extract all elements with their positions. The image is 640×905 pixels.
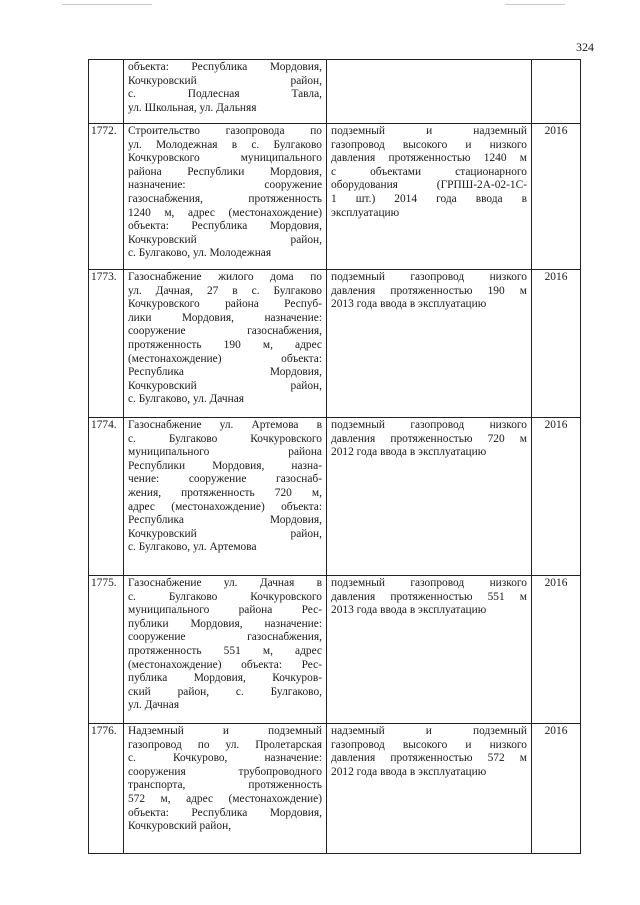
- description-line: 2013 года ввода в эксплуатацию: [331, 298, 487, 311]
- object-cell: [124, 60, 327, 124]
- description-cell: [327, 270, 532, 418]
- table-row: [89, 124, 581, 270]
- registry-table: [88, 59, 581, 854]
- description-line: 1 шт.) 2014 года ввода в: [331, 192, 527, 205]
- object-line: Кочкуровский район,: [128, 820, 232, 833]
- description-cell: [327, 60, 532, 124]
- description-line: давления протяженностью 190 м: [331, 284, 527, 297]
- object-line: газопровод по ул. Пролетарская: [128, 738, 322, 751]
- object-line: транспорта, протяженность: [128, 779, 322, 792]
- object-line: 1240 м, адрес (местонахождение): [128, 206, 322, 219]
- object-cell: [124, 576, 327, 724]
- object-line: Кочкуровского муниципального: [128, 152, 322, 165]
- object-line: адрес (местонахождение) объекта:: [128, 500, 322, 513]
- table-row: [89, 724, 581, 854]
- description-line: давления протяженностью 1240 м: [331, 152, 527, 165]
- object-line: протяженность 551 м, адрес: [128, 644, 322, 657]
- table-row: [89, 60, 581, 124]
- object-line: публика Мордовия, Кочкуров-: [128, 672, 322, 685]
- row-number: 1772.: [89, 124, 124, 270]
- description-cell: [327, 576, 532, 724]
- object-line: сооружение газоснабжения,: [128, 631, 322, 644]
- object-cell: [124, 270, 327, 418]
- description-line: подземный газопровод низкого: [331, 271, 527, 283]
- object-line: объекта: Республика Мордовия,: [128, 220, 322, 233]
- object-line: Строительство газопровода по: [128, 125, 322, 137]
- description-cell: [327, 724, 532, 854]
- description-line: давления протяженностью 572 м: [331, 752, 527, 765]
- year-cell: 2016: [532, 270, 581, 418]
- object-line: Газоснабжение ул. Артемова в: [128, 419, 322, 431]
- object-line: газоснабжения, протяженность: [128, 192, 322, 205]
- object-line: муниципального района: [128, 446, 322, 459]
- object-line: Кочкуровский район,: [128, 527, 322, 540]
- description-line: 2013 года ввода в эксплуатацию: [331, 604, 487, 617]
- object-line: Кочкуровского района Респуб-: [128, 298, 322, 311]
- object-line: (местонахождение) объекта:: [128, 352, 322, 365]
- registry-table-body: [89, 60, 581, 854]
- table-row: [89, 576, 581, 724]
- page-number: 324: [576, 40, 594, 54]
- description-line: давления протяженностью 551 м: [331, 590, 527, 603]
- object-line: с. Булгаково Кочкуровского: [128, 590, 322, 603]
- year-cell: 2016: [532, 124, 581, 270]
- object-line: Кочкуровский район,: [128, 233, 322, 246]
- object-line: 572 м, адрес (местонахождение): [128, 792, 322, 805]
- object-line: с. Булгаково Кочкуровского: [128, 432, 322, 445]
- object-cell: [124, 124, 327, 270]
- table-row: [89, 270, 581, 418]
- object-cell: [124, 724, 327, 854]
- object-line: Газоснабжение жилого дома по: [128, 271, 322, 283]
- object-line: объекта: Республика Мордовия,: [128, 806, 322, 819]
- year-cell: 2016: [532, 724, 581, 854]
- object-line: сооружения трубопроводного: [128, 765, 322, 778]
- object-line: Газоснабжение ул. Дачная в: [128, 577, 322, 589]
- object-cell: [124, 418, 327, 576]
- description-cell: [327, 124, 532, 270]
- object-line: с. Булгаково, ул. Дачная: [128, 393, 245, 406]
- scan-artifact: [62, 4, 152, 5]
- description-line: подземный газопровод низкого: [331, 419, 527, 431]
- row-number: [89, 60, 124, 124]
- object-line: ул. Дачная: [128, 699, 180, 712]
- row-number: 1775.: [89, 576, 124, 724]
- object-line: лики Мордовия, назначение:: [128, 311, 322, 324]
- object-line: района Республики Мордовия,: [128, 165, 322, 178]
- description-line: давления протяженностью 720 м: [331, 432, 527, 445]
- object-line: сооружение газоснабжения,: [128, 325, 322, 338]
- row-number: 1776.: [89, 724, 124, 854]
- object-line: Республика Мордовия,: [128, 366, 322, 379]
- object-line: ул. Молодежная в с. Булгаково: [128, 138, 322, 151]
- object-line: с. Подлесная Тавла,: [128, 88, 322, 101]
- description-cell: [327, 418, 532, 576]
- description-line: подземный и надземный: [331, 125, 527, 137]
- object-line: Республика Мордовия,: [128, 514, 322, 527]
- object-line: жения, протяженность 720 м,: [128, 486, 322, 499]
- description-line: оборудования (ГРПШ-2А-02-1С-: [331, 179, 527, 192]
- object-line: муниципального района Рес-: [128, 604, 322, 617]
- object-line: назначение: сооружение: [128, 179, 322, 192]
- object-line: Кочкуровский район,: [128, 379, 322, 392]
- row-number: 1774.: [89, 418, 124, 576]
- description-line: надземный и подземный: [331, 725, 527, 737]
- object-line: с. Булгаково, ул. Артемова: [128, 541, 257, 554]
- object-line: с. Кочкурово, назначение:: [128, 752, 322, 765]
- description-line: подземный газопровод низкого: [331, 577, 527, 589]
- description-line: 2012 года ввода в эксплуатацию: [331, 446, 487, 459]
- object-line: Кочкуровский район,: [128, 74, 322, 87]
- year-cell: 2016: [532, 576, 581, 724]
- object-line: (местонахождение) объекта: Рес-: [128, 658, 322, 671]
- object-line: с. Булгаково, ул. Молодежная: [128, 247, 272, 260]
- object-line: Республики Мордовия, назна-: [128, 459, 322, 472]
- description-line: газопровод высокого и низкого: [331, 738, 527, 751]
- description-line: 2012 года ввода в эксплуатацию: [331, 765, 487, 778]
- object-line: чение: сооружение газоснаб-: [128, 473, 322, 486]
- description-line: газопровод высокого и низкого: [331, 138, 527, 151]
- scan-artifact: [505, 4, 565, 5]
- object-line: ский район, с. Булгаково,: [128, 685, 322, 698]
- object-line: протяженность 190 м, адрес: [128, 338, 322, 351]
- table-row: [89, 418, 581, 576]
- object-line: Надземный и подземный: [128, 725, 322, 737]
- description-line: эксплуатацию: [331, 206, 400, 219]
- object-line: ул. Школьная, ул. Дальняя: [128, 101, 257, 114]
- object-line: публики Мордовия, назначение:: [128, 617, 322, 630]
- object-line: ул. Дачная, 27 в с. Булгаково: [128, 284, 322, 297]
- year-cell: [532, 60, 581, 124]
- description-line: с объектами стационарного: [331, 165, 527, 178]
- object-line: объекта: Республика Мордовия,: [128, 61, 322, 73]
- year-cell: 2016: [532, 418, 581, 576]
- row-number: 1773.: [89, 270, 124, 418]
